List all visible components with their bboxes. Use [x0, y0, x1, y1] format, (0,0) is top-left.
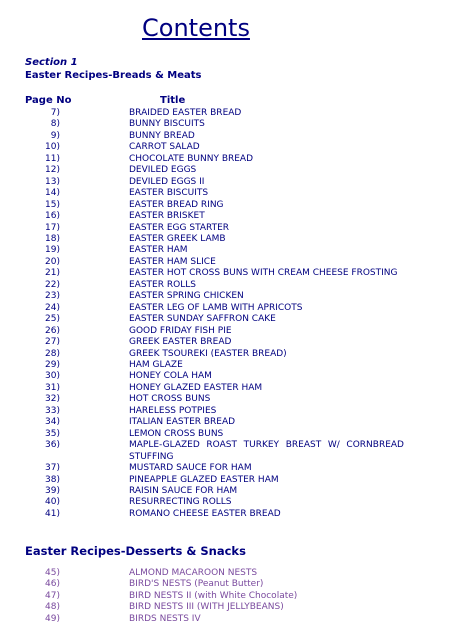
toc-entry-link[interactable]: EASTER BISCUITS: [129, 188, 209, 199]
toc-page-number: 37): [45, 463, 60, 474]
toc-entry: [0, 417, 458, 428]
toc-page-number: 27): [45, 337, 60, 348]
toc-entry: [0, 602, 458, 613]
toc-entry-link[interactable]: DEVILED EGGS: [129, 165, 197, 176]
toc-entry-link[interactable]: ROMANO CHEESE EASTER BREAD: [129, 508, 281, 519]
toc-entry-link[interactable]: GREEK EASTER BREAD: [129, 337, 232, 348]
toc-entry-link[interactable]: CHOCOLATE BUNNY BREAD: [129, 153, 254, 164]
section2-heading: Easter Recipes-Desserts & Snacks: [25, 544, 246, 558]
toc-entry-link[interactable]: HOT CROSS BUNS: [129, 394, 211, 405]
toc-page-number: 23): [45, 291, 60, 302]
toc-page-number: 14): [45, 188, 60, 199]
toc-entry: [0, 165, 458, 176]
column-header-page-no: Page No: [25, 95, 72, 106]
toc-entry: [0, 291, 458, 302]
toc-entry-link[interactable]: BUNNY BISCUITS: [129, 119, 205, 130]
toc-page-number: 9): [50, 130, 60, 141]
toc-entry: [0, 223, 458, 234]
toc-entry: [0, 614, 458, 625]
toc-entry-link[interactable]: EASTER BRISKET: [129, 211, 205, 222]
toc-entry: [0, 371, 458, 382]
toc-entry: [0, 154, 458, 165]
toc-page-number: 48): [45, 602, 60, 613]
toc-page-number: 15): [45, 199, 60, 210]
toc-entry-link[interactable]: EASTER EGG STARTER: [129, 222, 230, 233]
toc-entry: [0, 303, 458, 314]
toc-entry: [0, 326, 458, 337]
toc-page-number: 46): [45, 579, 60, 590]
contents-title-link[interactable]: Contents: [142, 14, 250, 42]
toc-entry-link[interactable]: EASTER BREAD RING: [129, 199, 224, 210]
toc-entry-link[interactable]: RESURRECTING ROLLS: [129, 497, 232, 508]
toc-page-number: 13): [45, 176, 60, 187]
toc-entry-link[interactable]: ALMOND MACAROON NESTS: [129, 568, 258, 578]
toc-page-number: 18): [45, 233, 60, 244]
toc-entry-link[interactable]: EASTER LEG OF LAMB WITH APRICOTS: [129, 302, 303, 313]
toc-entry: [0, 257, 458, 268]
toc-entry: [0, 360, 458, 371]
toc-entry-link[interactable]: DEVILED EGGS II: [129, 176, 205, 187]
toc-entry: [0, 568, 458, 579]
toc-entry: [0, 463, 458, 474]
toc-page-number: 10): [45, 142, 60, 153]
toc-entry-link[interactable]: PINEAPPLE GLAZED EASTER HAM: [129, 474, 279, 485]
toc-entry-link[interactable]: EASTER HOT CROSS BUNS WITH CREAM CHEESE FROSTING: [129, 268, 398, 279]
toc-page-number: 29): [45, 359, 60, 370]
toc-entry: [0, 497, 458, 508]
toc-page-number: 31): [45, 382, 60, 393]
toc-entry-link[interactable]: HONEY GLAZED EASTER HAM: [129, 382, 263, 393]
toc-entry: [0, 383, 458, 394]
toc-page-number: 41): [45, 508, 60, 519]
toc-page-number: 28): [45, 348, 60, 359]
toc-entry: [0, 280, 458, 291]
toc-entry: [0, 429, 458, 440]
toc-page-number: 39): [45, 485, 60, 496]
toc-entry-link[interactable]: HARELESS POTPIES: [129, 405, 217, 416]
toc-entry-link[interactable]: GOOD FRIDAY FISH PIE: [129, 325, 232, 336]
section-label: Section 1: [25, 57, 78, 68]
toc-page-number: 16): [45, 211, 60, 222]
toc-page-number: 34): [45, 417, 60, 428]
toc-entry-link[interactable]: ITALIAN EASTER BREAD: [129, 417, 236, 428]
section-heading: Easter Recipes-Breads & Meats: [25, 70, 202, 81]
toc-page-number: 33): [45, 405, 60, 416]
toc-entry: [0, 475, 458, 486]
toc-page-number: 38): [45, 474, 60, 485]
toc-entry-link[interactable]: MAPLE-GLAZED ROAST TURKEY BREAST W/ CORNBREAD STUFFING: [129, 440, 404, 462]
toc-entry-link[interactable]: EASTER SPRING CHICKEN: [129, 291, 244, 302]
toc-entry: [0, 349, 458, 360]
section1-entry-list: [0, 108, 458, 520]
toc-entry-link[interactable]: BIRDS NESTS IV: [129, 613, 201, 624]
toc-entry: [0, 591, 458, 602]
toc-page-number: 12): [45, 165, 60, 176]
toc-page-number: 25): [45, 314, 60, 325]
toc-entry-link[interactable]: BIRD NESTS II (with White Chocolate): [129, 590, 298, 601]
toc-entry-link[interactable]: EASTER HAM SLICE: [129, 256, 216, 267]
toc-entry-link[interactable]: RAISIN SAUCE FOR HAM: [129, 485, 238, 496]
toc-page-number: 8): [50, 119, 60, 130]
toc-entry: [0, 200, 458, 211]
toc-entry: [0, 406, 458, 417]
toc-page-number: 11): [45, 153, 60, 164]
toc-page-number: 49): [45, 613, 60, 624]
toc-page-number: 32): [45, 394, 60, 405]
toc-page-number: 21): [45, 268, 60, 279]
toc-entry: [0, 177, 458, 188]
toc-entry: [0, 509, 458, 520]
toc-entry-link[interactable]: CARROT SALAD: [129, 142, 200, 153]
toc-entry-link[interactable]: HAM GLAZE: [129, 359, 183, 370]
toc-entry: [0, 440, 458, 463]
toc-entry: [0, 579, 458, 590]
toc-page-number: 40): [45, 497, 60, 508]
toc-page-number: 26): [45, 325, 60, 336]
toc-entry-link[interactable]: HONEY COLA HAM: [129, 371, 212, 382]
toc-page-number: 45): [45, 568, 60, 578]
column-header-title: Title: [160, 95, 186, 106]
toc-entry: [0, 188, 458, 199]
toc-entry-link[interactable]: EASTER GREEK LAMB: [129, 233, 226, 244]
toc-page-number: 17): [45, 222, 60, 233]
toc-page-number: 19): [45, 245, 60, 256]
toc-entry-link[interactable]: BRAIDED EASTER BREAD: [129, 108, 242, 118]
toc-entry-link[interactable]: LEMON CROSS BUNS: [129, 428, 224, 439]
toc-entry-link[interactable]: GREEK TSOUREKI (EASTER BREAD): [129, 348, 287, 359]
toc-page-number: 36): [45, 440, 60, 451]
toc-page-number: 47): [45, 590, 60, 601]
toc-entry: [0, 142, 458, 153]
toc-entry: [0, 486, 458, 497]
toc-entry: [0, 234, 458, 245]
toc-entry: [0, 245, 458, 256]
toc-entry-link[interactable]: BIRD NESTS III (WITH JELLYBEANS): [129, 602, 284, 613]
toc-entry: [0, 211, 458, 222]
toc-entry: [0, 131, 458, 142]
toc-page-number: 35): [45, 428, 60, 439]
toc-entry-link[interactable]: BUNNY BREAD: [129, 130, 195, 141]
toc-page-number: 7): [50, 108, 60, 118]
toc-entry-link[interactable]: EASTER ROLLS: [129, 279, 196, 290]
toc-entry-link[interactable]: MUSTARD SAUCE FOR HAM: [129, 463, 252, 474]
toc-entry: [0, 337, 458, 348]
toc-page-number: 22): [45, 279, 60, 290]
toc-page-number: 24): [45, 302, 60, 313]
toc-entry: [0, 268, 458, 279]
toc-entry: [0, 394, 458, 405]
toc-entry: [0, 108, 458, 119]
toc-entry-link[interactable]: BIRD'S NESTS (Peanut Butter): [129, 579, 264, 590]
toc-entry-link[interactable]: EASTER HAM: [129, 245, 188, 256]
toc-page-number: 30): [45, 371, 60, 382]
toc-page-number: 20): [45, 256, 60, 267]
toc-entry: [0, 119, 458, 130]
section2-entry-list: [0, 568, 458, 625]
toc-entry: [0, 314, 458, 325]
toc-entry-link[interactable]: EASTER SUNDAY SAFFRON CAKE: [129, 314, 276, 325]
